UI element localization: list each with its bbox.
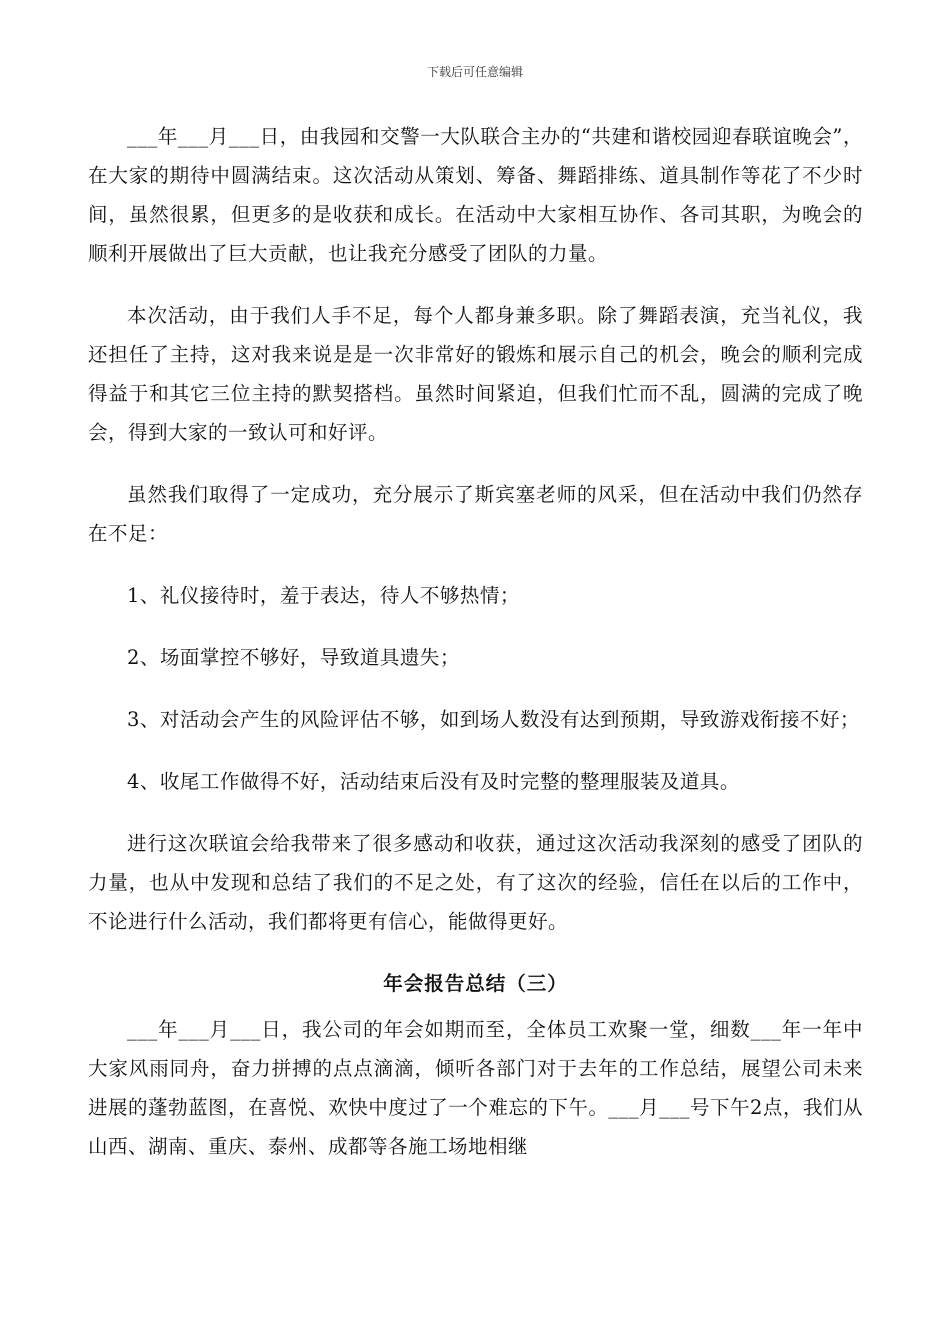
paragraph-roles: 本次活动，由于我们人手不足，每个人都身兼多职。除了舞蹈表演，充当礼仪，我还担任了主持，这对我来说是是一次非常好的锻炼和展示自己的机会，晚会的顺利完成得益于和其它三位主持的默契搭档。虽然时间紧迫，但我们忙而不乱，圆满的完成了晚会，得到大家的一致认可和好评。 bbox=[88, 304, 863, 444]
document-body bbox=[88, 117, 863, 1166]
list-item-shortcoming-1: 1、礼仪接待时，羞于表达，待人不够热情； bbox=[127, 584, 520, 607]
list-item-shortcoming-4: 4、收尾工作做得不好，活动结束后没有及时完整的整理服装及道具。 bbox=[127, 770, 740, 793]
page-header: 下载后可任意编辑 bbox=[426, 65, 523, 79]
list-item-shortcoming-2: 2、场面掌控不够好，导致道具遗失； bbox=[127, 646, 460, 669]
paragraph-annual-meeting: ___年___月___日，我公司的年会如期而至，全体员工欢聚一堂，细数___年一年中大家风雨同舟，奋力拼搏的点点滴滴，倾听各部门对于去年的工作总结，展望公司未来进展的蓬勃蓝图，在喜悦、欢快中度过了一个难忘的下午。___月___号下午2点，我们从山西、湖南、重庆、泰州、成都等各施工场地相继 bbox=[88, 1018, 863, 1158]
section-title: 年会报告总结（三） bbox=[383, 972, 568, 995]
paragraph-conclusion: 进行这次联谊会给我带来了很多感动和收获，通过这次活动我深刻的感受了团队的力量，也从中发现和总结了我们的不足之处，有了这次的经验，信任在以后的工作中，不论进行什么活动，我们都将更有信心，能做得更好。 bbox=[88, 832, 863, 933]
list-item-shortcoming-3: 3、对活动会产生的风险评估不够，如到场人数没有达到预期，导致游戏衔接不好； bbox=[127, 708, 860, 731]
paragraph-event-summary: ___年___月___日，由我园和交警一大队联合主办的“共建和谐校园迎春联谊晚会”，在大家的期待中圆满结束。这次活动从策划、筹备、舞蹈排练、道具制作等花了不少时间，虽然很累，但更多的是收获和成长。在活动中大家相互协作、各司其职，为晚会的顺利开展做出了巨大贡献，也让我充分感受了团队的力量。 bbox=[88, 125, 863, 265]
paragraph-shortcomings-intro: 虽然我们取得了一定成功，充分展示了斯宾塞老师的风采，但在活动中我们仍然存在不足： bbox=[88, 483, 863, 545]
